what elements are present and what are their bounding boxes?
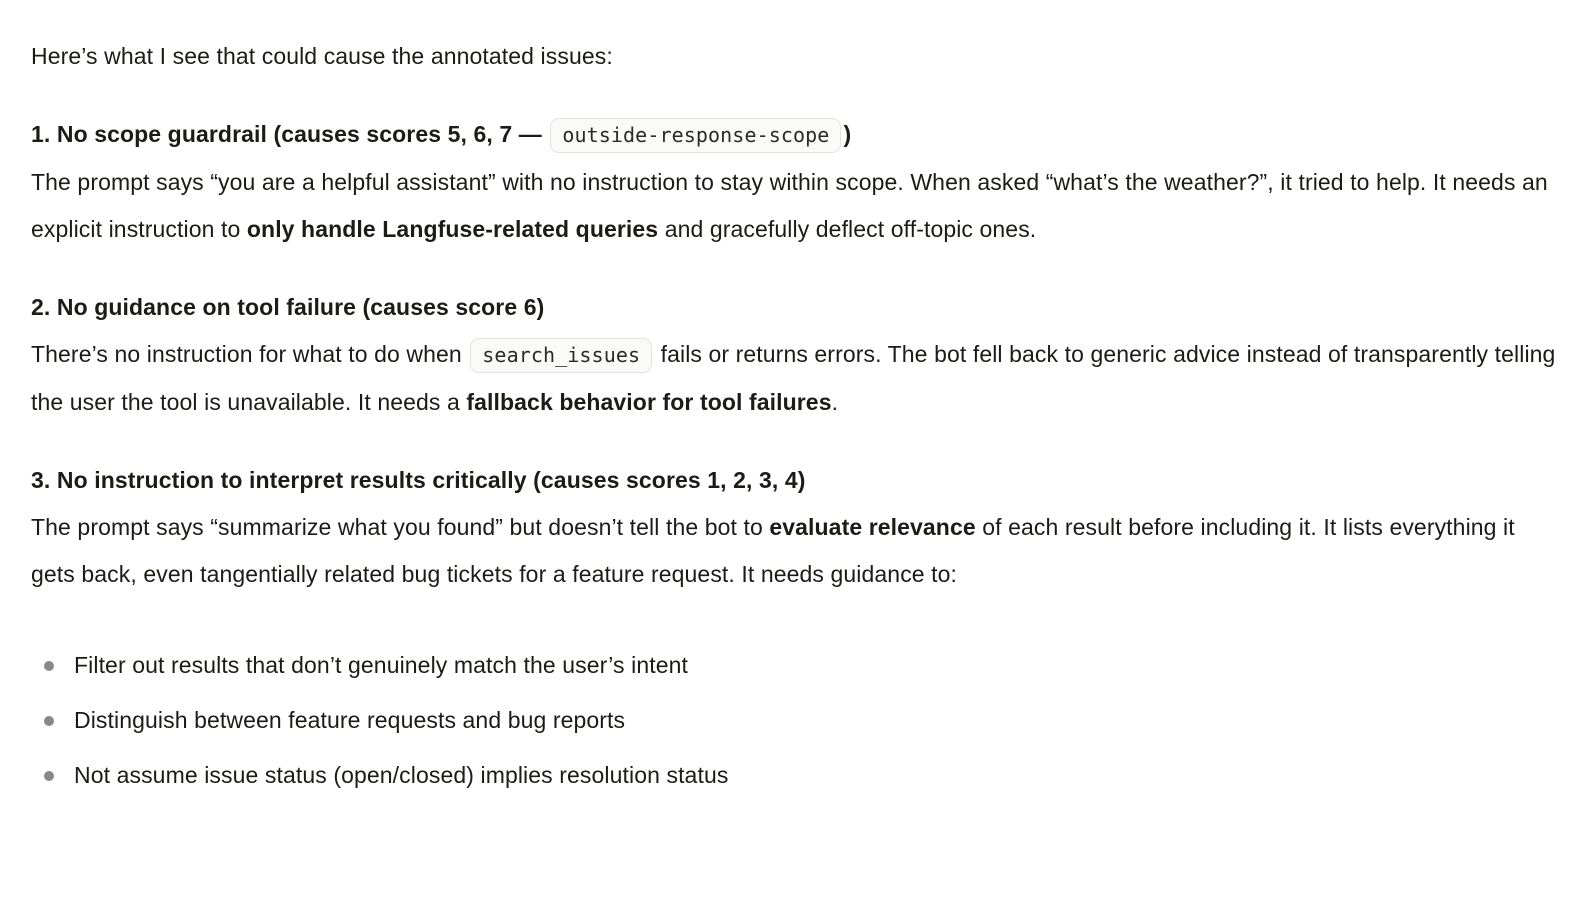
section-1-heading bbox=[31, 121, 548, 147]
list-item-text: Distinguish between feature requests and bug reports bbox=[74, 707, 626, 733]
section-1-body-text-end: and gracefully deflect off-topic ones. bbox=[658, 216, 1037, 242]
list-item-text: Filter out results that don’t genuinely match the user’s intent bbox=[74, 652, 689, 678]
inline-code-search-issues: search_issues bbox=[470, 338, 652, 373]
section-interpret-results bbox=[31, 457, 1561, 598]
section-3-body-text: The prompt says “summarize what you found” but doesn’t tell the bot to bbox=[31, 514, 770, 540]
intro-text: Here’s what I see that could cause the annotated issues: bbox=[31, 43, 613, 69]
section-2-body-text-end: . bbox=[831, 389, 839, 415]
section-1-body-bold: only handle Langfuse-related queries bbox=[246, 216, 659, 242]
section-1-body-text: The prompt says “you are a helpful assistant” with no instruction to stay within scope. When asked “what’s the weather?”, it tried to help. It needs an explicit instruction to bbox=[31, 169, 1548, 242]
guidance-list bbox=[31, 642, 1561, 799]
list-item-text: Not assume issue status (open/closed) implies resolution status bbox=[74, 762, 729, 788]
section-scope-guardrail bbox=[31, 111, 1561, 253]
inline-code-outside-response-scope: outside-response-scope bbox=[550, 118, 841, 153]
section-3-body-bold: evaluate relevance bbox=[769, 514, 976, 540]
list-item bbox=[31, 697, 1561, 744]
section-2-body-text: There’s no instruction for what to do when bbox=[31, 341, 469, 367]
section-tool-failure bbox=[31, 284, 1561, 426]
section-3-heading: 3. No instruction to interpret results critically (causes scores 1, 2, 3, 4) bbox=[31, 467, 806, 493]
section-1-heading-text: 1. No scope guardrail (causes scores 5, 6, 7 — bbox=[31, 121, 549, 147]
assistant-message bbox=[31, 33, 1561, 799]
section-2-body-bold: fallback behavior for tool failures bbox=[466, 389, 832, 415]
section-3-body-text-end: of each result before including it. It lists everything it gets back, even tangentially related bug tickets for a feature request. It needs guidance to: bbox=[31, 514, 1515, 587]
section-2-body-text-mid: fails or returns errors. The bot fell back to generic advice instead of transparently telling the user the tool is unavailable. It needs a bbox=[31, 341, 1556, 415]
intro-paragraph bbox=[31, 33, 1561, 80]
section-2-heading: 2. No guidance on tool failure (causes score 6) bbox=[31, 294, 545, 320]
list-item bbox=[31, 642, 1561, 689]
section-1-heading-close: ) bbox=[843, 121, 852, 147]
list-item bbox=[31, 752, 1561, 799]
